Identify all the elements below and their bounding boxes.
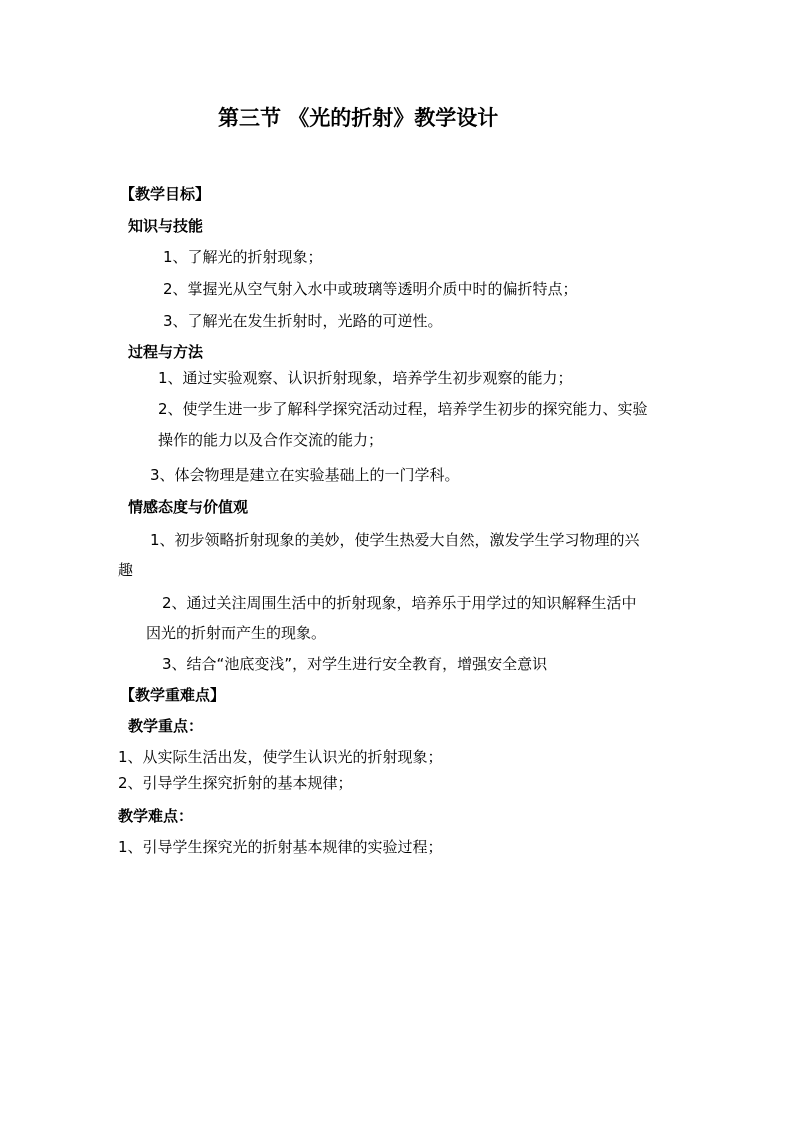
list-item: 1、从实际生活出发，使学生认识光的折射现象； xyxy=(118,748,443,766)
list-item: 1、初步领略折射现象的美妙，使学生热爱大自然，激发学生学习物理的兴 xyxy=(150,531,640,549)
subheading-key-points: 教学重点： xyxy=(128,717,204,735)
list-item: 2、掌握光从空气射入水中或玻璃等透明介质中时的偏折特点； xyxy=(163,280,578,298)
list-item: 1、通过实验观察、认识折射现象，培养学生初步观察的能力； xyxy=(158,369,573,387)
list-item: 3、了解光在发生折射时，光路的可逆性。 xyxy=(163,312,443,330)
section-heading-focus: 【教学重难点】 xyxy=(120,686,226,704)
list-item: 趣 xyxy=(118,561,134,579)
list-item: 2、引导学生探究折射的基本规律； xyxy=(118,774,353,792)
list-item: 2、使学生进一步了解科学探究活动过程，培养学生初步的探究能力、实验 xyxy=(158,400,648,418)
list-item: 1、了解光的折射现象； xyxy=(163,248,323,266)
list-item: 1、引导学生探究光的折射基本规律的实验过程； xyxy=(118,838,443,856)
section-heading-goals: 【教学目标】 xyxy=(120,185,211,203)
subheading-process: 过程与方法 xyxy=(128,343,204,361)
document-title: 第三节 《光的折射》教学设计 xyxy=(218,106,499,130)
list-item: 2、通过关注周围生活中的折射现象，培养乐于用学过的知识解释生活中 xyxy=(162,594,637,612)
subheading-difficult-points: 教学难点： xyxy=(118,807,194,825)
subheading-emotion: 情感态度与价值观 xyxy=(128,498,249,516)
list-item: 因光的折射而产生的现象。 xyxy=(146,624,327,642)
subheading-knowledge: 知识与技能 xyxy=(128,217,204,235)
list-item: 3、体会物理是建立在实验基础上的一门学科。 xyxy=(150,466,460,484)
list-item: 操作的能力以及合作交流的能力； xyxy=(158,431,384,449)
list-item: 3、结合“池底变浅”，对学生进行安全教育，增强安全意识 xyxy=(162,655,548,673)
